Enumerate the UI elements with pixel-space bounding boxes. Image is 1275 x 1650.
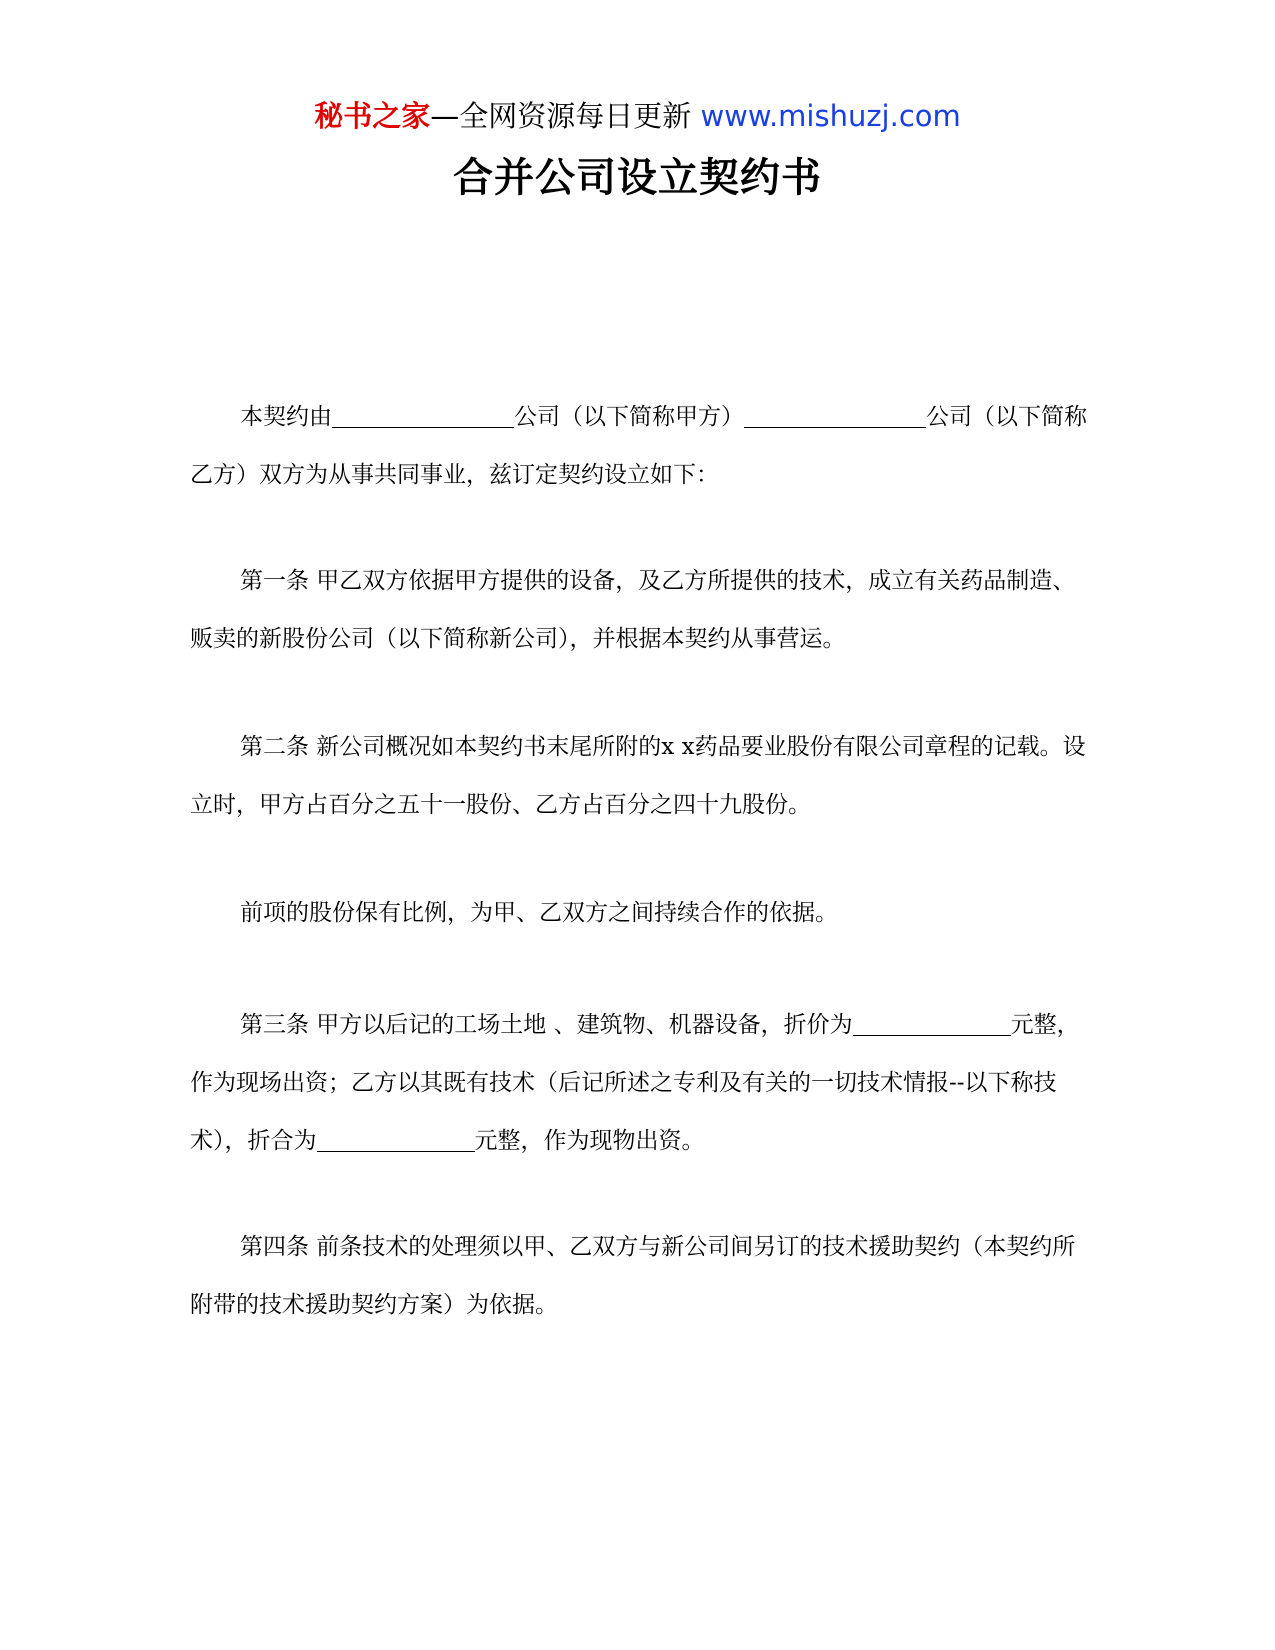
land-value-blank[interactable] bbox=[853, 1011, 1011, 1036]
article-1 bbox=[190, 552, 1095, 668]
article-3 bbox=[190, 996, 1095, 1170]
article-2-text: 第二条 新公司概况如本契约书末尾所附的x x药品要业股份有限公司章程的记载。设立时，甲方占百分之五十一股份、乙方占百分之四十九股份。 bbox=[190, 734, 1086, 818]
preamble-text-1: 本契约由 bbox=[240, 404, 332, 430]
site-banner bbox=[0, 96, 1275, 136]
article-3-text-1: 第三条 甲方以后记的工场土地 、建筑物、机器设备，折价为 bbox=[240, 1012, 853, 1038]
preamble-text-3: 公司（以下简称乙方）双方为从事共同事业，兹订定契约设立如下： bbox=[190, 404, 1087, 488]
article-2-note bbox=[190, 884, 1095, 942]
technology-value-blank[interactable] bbox=[317, 1127, 475, 1152]
document-title: 合并公司设立契约书 bbox=[453, 155, 822, 201]
article-2-note-text: 前项的股份保有比例，为甲、乙双方之间持续合作的依据。 bbox=[240, 900, 838, 926]
party-a-blank[interactable] bbox=[332, 403, 514, 428]
site-brand: 秘书之家 bbox=[314, 99, 431, 133]
article-2 bbox=[190, 718, 1095, 834]
article-4 bbox=[190, 1218, 1095, 1334]
site-slogan: —全网资源每日更新 bbox=[430, 99, 692, 133]
article-3-text-3: 元整，作为现物出资。 bbox=[474, 1128, 705, 1154]
preamble-paragraph bbox=[190, 388, 1095, 504]
article-3-text-2: 元整，作为现场出资；乙方以其既有技术（后记所述之专利及有关的一切技术情报--以下称技术），折合为 bbox=[190, 1012, 1080, 1154]
article-1-text: 第一条 甲乙双方依据甲方提供的设备，及乙方所提供的技术，成立有关药品制造、贩卖的新股份公司（以下简称新公司），并根据本契约从事营运。 bbox=[190, 568, 1076, 652]
preamble-text-2: 公司（以下简称甲方） bbox=[514, 404, 744, 430]
site-url-link[interactable]: www.mishuzj.com bbox=[700, 99, 961, 133]
article-4-text: 第四条 前条技术的处理须以甲、乙双方与新公司间另订的技术援助契约（本契约所附带的技术援助契约方案）为依据。 bbox=[190, 1234, 1076, 1318]
party-b-blank[interactable] bbox=[744, 403, 926, 428]
